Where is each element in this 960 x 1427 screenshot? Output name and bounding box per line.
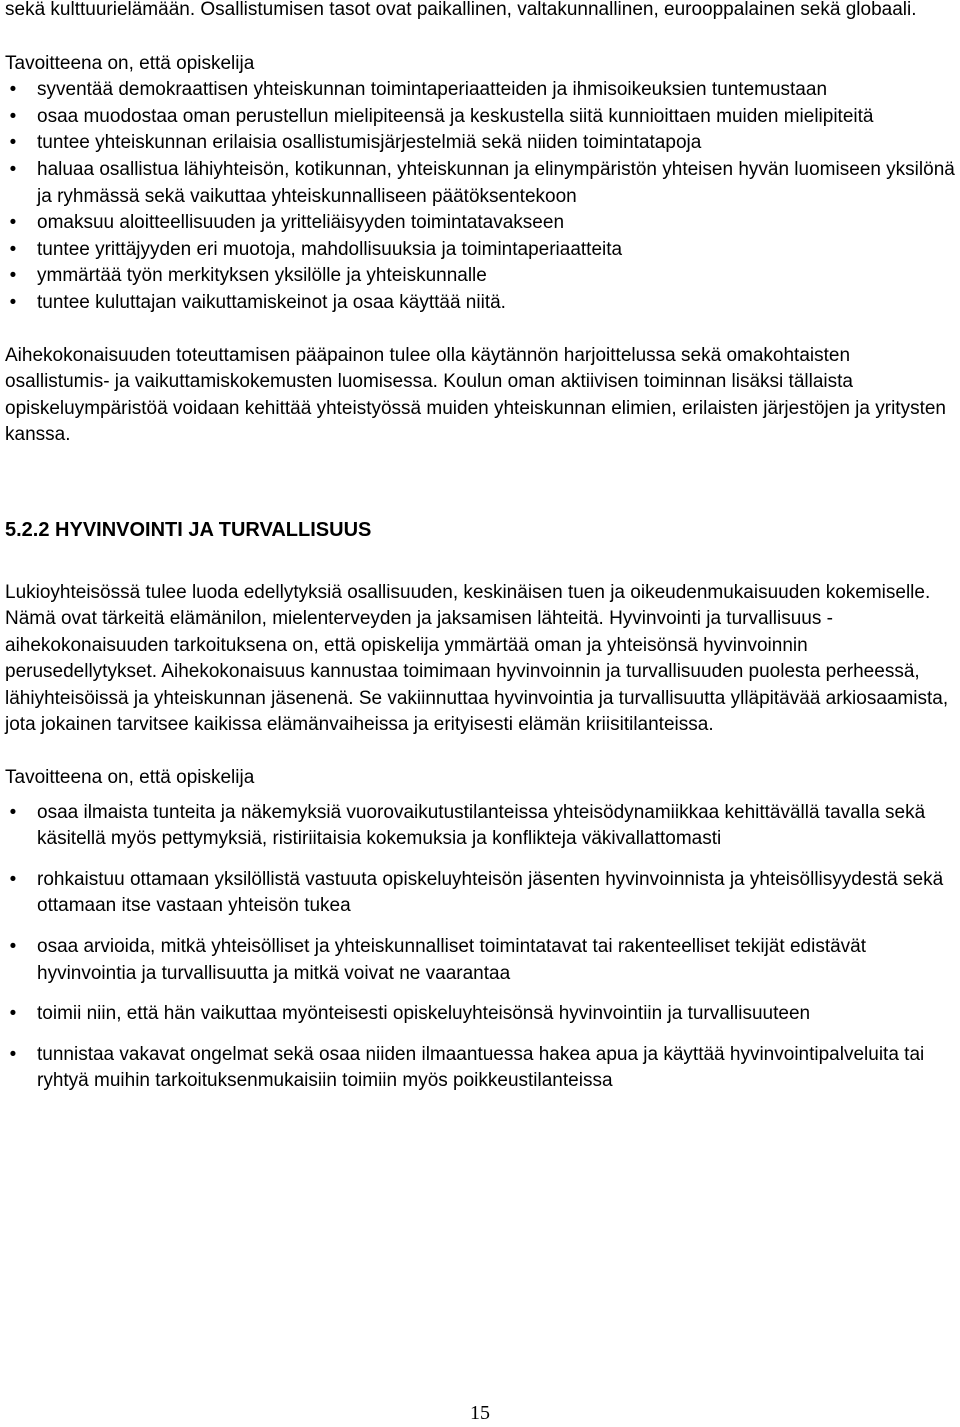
bullet-icon: • [9, 291, 17, 313]
bullet-icon: • [9, 105, 17, 127]
list-item: • tunnistaa vakavat ongelmat sekä osaa niiden ilmaantuessa hakea apua ja käyttää hyvinvointipalveluita tai ryhtyä muihin tarkoituksenmukaisiin toimiin myös poikkeustilanteissa [9, 1043, 925, 1092]
list-item: • haluaa osallistua lähiyhteisön, kotikunnan, yhteiskunnan ja elinympäristön yhteisen hyvän luomiseen yksilönä ja ryhmässä sekä vaikuttaa yhteiskunnalliseen päätöksentekoon [9, 158, 955, 207]
bullet-icon: • [9, 936, 17, 958]
list-item: • tuntee kuluttajan vaikuttamiskeinot ja osaa käyttää niitä. [5, 290, 955, 317]
wellbeing-paragraph: Lukioyhteisössä tulee luoda edellytyksiä osallisuuden, keskinäisen tuen ja oikeudenmukaisuuden kokemiselle. Nämä ovat tärkeitä elämänilon, mielenterveyden ja jaksamisen lähteitä. Hyvinvointi ja turvallisuus -aihekokonaisuuden tarkoituksena on, että opiskelija ymmärtää oman ja yhteisönsä hyvinvoinnin perusedellytykset. Aihekokonaisuus kannustaa toimimaan hyvinvoinnin ja turvallisuuden puolesta perheessä, lähiyhteisöissä ja yhteiskunnan jäsenenä. Se vakiinnuttaa hyvinvointia ja turvallisuutta ylläpitävää arkiosaamista, jota jokainen tarvitsee kaikissa elämänvaiheissa ja erityisesti elämän kriisitilanteissa. [5, 581, 949, 736]
list-item: • tuntee yhteiskunnan erilaisia osallistumisjärjestelmiä sekä niiden toimintatapoja [5, 130, 955, 157]
list-item: • osaa ilmaista tunteita ja näkemyksiä vuorovaikutustilanteissa yhteisödynamiikkaa kehittävällä tavalla sekä käsitellä myös pettymyksiä, ristiriitaisia kokemuksia ja konflikteja väkivallattomasti [9, 801, 926, 850]
document-page [5, 0, 955, 1109]
list-item: • rohkaistuu ottamaan yksilöllistä vastuuta opiskeluyhteisön jäsenten hyvinvoinnista ja yhteisöllisyydestä sekä ottamaan itse vastaan yhteisön tukea [9, 868, 944, 917]
implementation-paragraph: Aihekokonaisuuden toteuttamisen pääpainon tulee olla käytännön harjoittelussa sekä omakohtaisten osallistumis- ja vaikuttamiskokemusten luomisessa. Koulun oman aktiivisen toiminnan lisäksi tällaista opiskeluympäristöä voidaan kehittää yhteistyössä muiden yhteiskunnan elimien, erilaisten järjestöjen ja yritysten kanssa. [5, 344, 946, 446]
bullet-icon: • [9, 158, 17, 180]
bullet-icon: • [9, 868, 17, 890]
list-item: • osaa arvioida, mitkä yhteisölliset ja yhteiskunnalliset toimintatavat tai rakenteelliset tekijät edistävät hyvinvointia ja turvallisuutta ja mitkä voivat ne vaarantaa [9, 936, 867, 984]
section-heading: 5.2.2 HYVINVOINTI JA TURVALLISUUS [5, 518, 372, 541]
goals-lead-1: Tavoitteena on, että opiskelija [5, 52, 255, 74]
bullet-icon: • [9, 1043, 17, 1065]
list-item: • syventää demokraattisen yhteiskunnan toimintaperiaatteiden ja ihmisoikeuksien tuntemustaan [5, 77, 955, 104]
bullet-icon: • [9, 265, 17, 287]
bullet-icon: • [9, 212, 17, 234]
intro-paragraph-tail: sekä kulttuurielämään. Osallistumisen tasot ovat paikallinen, valtakunnallinen, eurooppalainen sekä globaali. [5, 0, 917, 20]
bullet-icon: • [9, 238, 17, 260]
list-item: • tuntee yrittäjyyden eri muotoja, mahdollisuuksia ja toimintaperiaatteita [5, 237, 955, 264]
goals-lead-2: Tavoitteena on, että opiskelija [5, 767, 255, 789]
bullet-icon: • [9, 79, 17, 101]
list-item: • osaa muodostaa oman perustellun mielipiteensä ja keskustella siitä kunnioittaen muiden mielipiteitä [5, 104, 955, 131]
page-number: 15 [470, 1402, 490, 1424]
list-item: • ymmärtää työn merkityksen yksilölle ja yhteiskunnalle [5, 263, 955, 290]
bullet-icon: • [9, 1003, 17, 1025]
goals-list-2 [5, 800, 955, 1095]
bullet-icon: • [9, 132, 17, 154]
bullet-icon: • [9, 801, 17, 823]
goals-list-1 [5, 77, 955, 316]
list-item: • toimii niin, että hän vaikuttaa myönteisesti opiskeluyhteisönsä hyvinvointiin ja turvallisuuteen [5, 1001, 955, 1028]
list-item: • omaksuu aloitteellisuuden ja yritteliäisyyden toimintatavakseen [5, 210, 955, 237]
